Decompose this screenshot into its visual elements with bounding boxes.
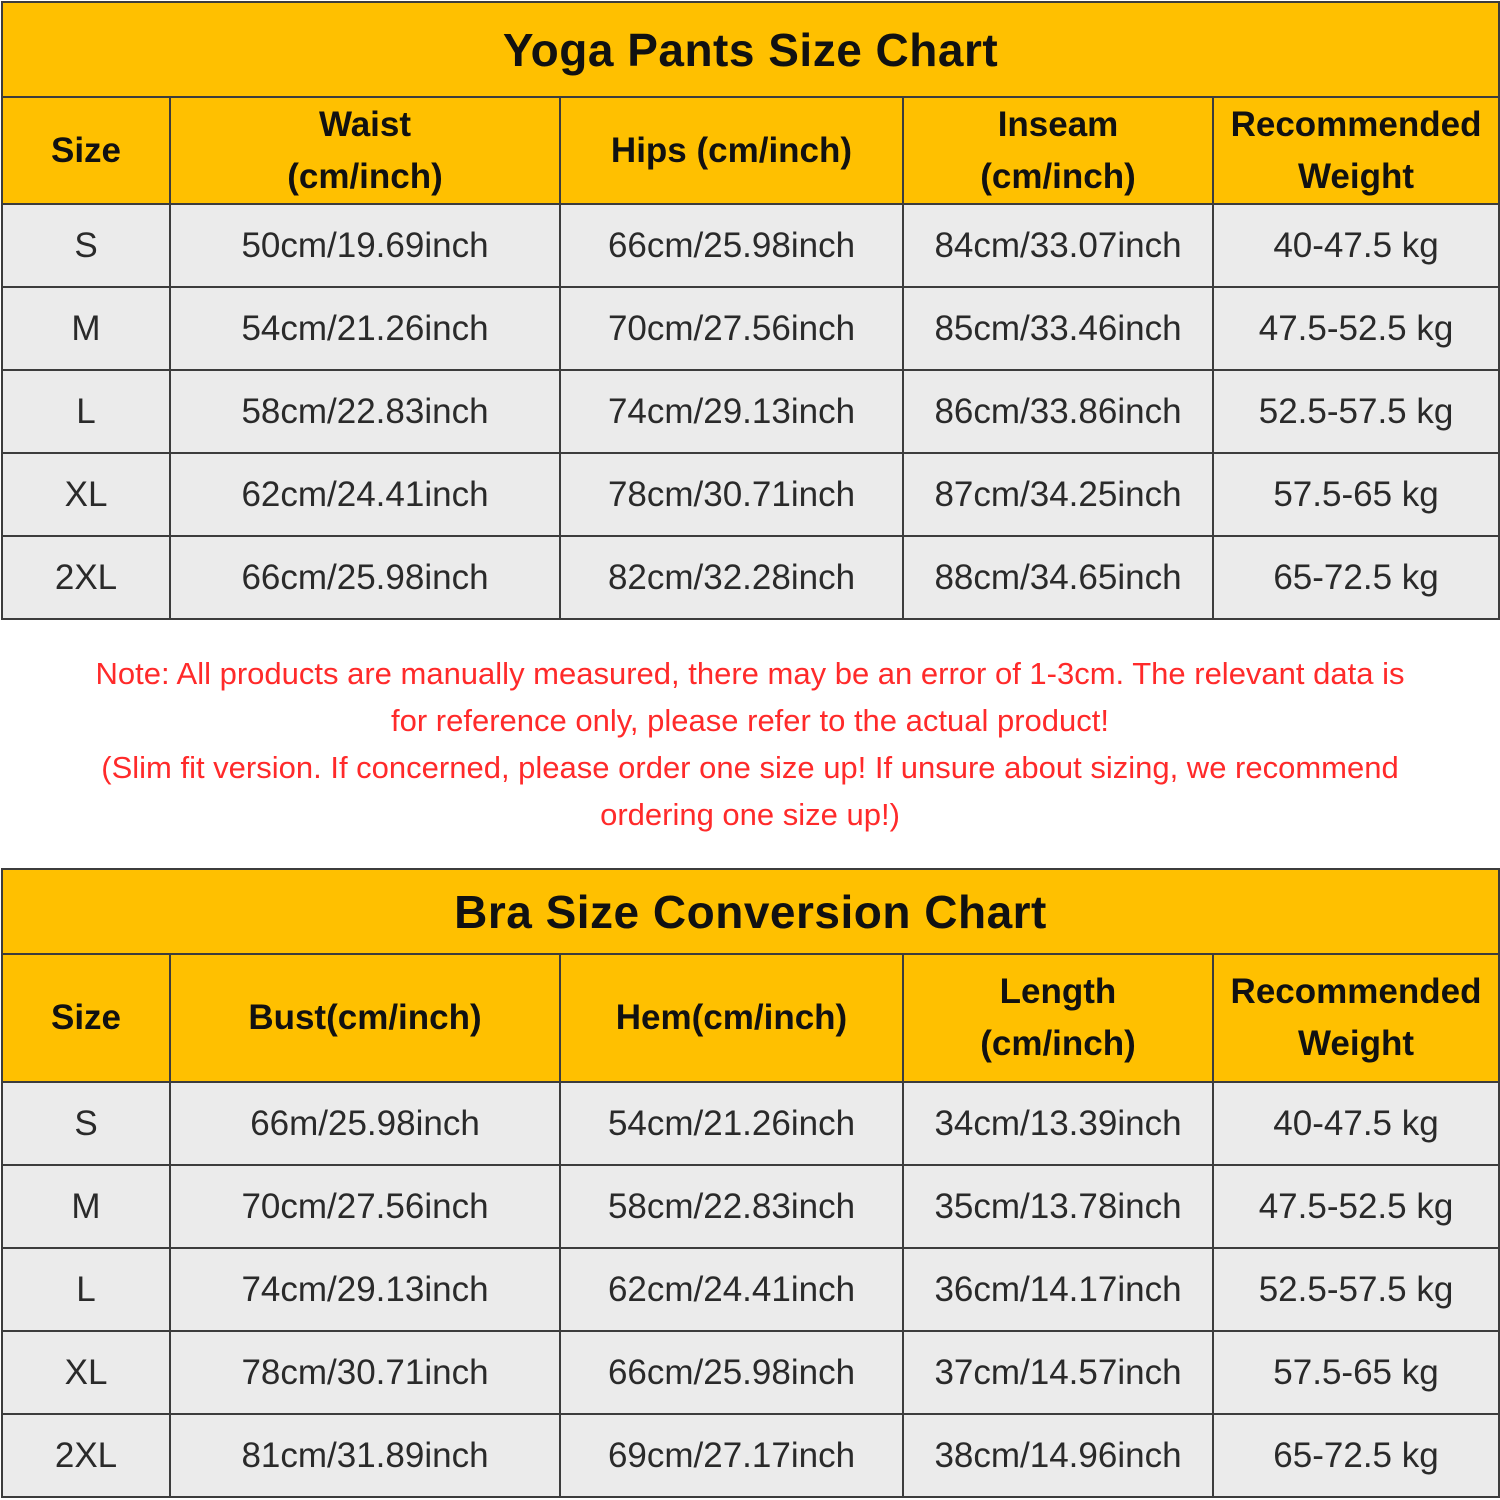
bra-cell-weight: 57.5-65 kg bbox=[1213, 1331, 1499, 1414]
bra-cell-size: XL bbox=[2, 1331, 170, 1414]
bra-cell-size: L bbox=[2, 1248, 170, 1331]
yoga-cell-waist: 54cm/21.26inch bbox=[170, 287, 560, 370]
yoga-pants-size-table bbox=[1, 1, 1500, 620]
bra-table-title: Bra Size Conversion Chart bbox=[2, 869, 1499, 954]
yoga-cell-waist: 66cm/25.98inch bbox=[170, 536, 560, 619]
yoga-cell-size: M bbox=[2, 287, 170, 370]
bra-header-hem: Hem(cm/inch) bbox=[560, 954, 903, 1082]
yoga-header-weight-line1: Recommended bbox=[1230, 104, 1482, 144]
yoga-cell-weight: 65-72.5 kg bbox=[1213, 536, 1499, 619]
yoga-cell-weight: 40-47.5 kg bbox=[1213, 204, 1499, 287]
bra-cell-hem: 54cm/21.26inch bbox=[560, 1082, 903, 1165]
yoga-header-size: Size bbox=[2, 97, 170, 204]
bra-cell-weight: 65-72.5 kg bbox=[1213, 1414, 1499, 1497]
bra-cell-hem: 69cm/27.17inch bbox=[560, 1414, 903, 1497]
bra-cell-length: 37cm/14.57inch bbox=[903, 1331, 1213, 1414]
yoga-header-weight bbox=[1213, 97, 1499, 204]
bra-header-bust: Bust(cm/inch) bbox=[170, 954, 560, 1082]
yoga-cell-hips: 70cm/27.56inch bbox=[560, 287, 903, 370]
yoga-cell-hips: 74cm/29.13inch bbox=[560, 370, 903, 453]
bra-header-length-line2: (cm/inch) bbox=[980, 1024, 1136, 1063]
yoga-cell-weight: 47.5-52.5 kg bbox=[1213, 287, 1499, 370]
table-row bbox=[2, 370, 1499, 453]
bra-cell-size: M bbox=[2, 1165, 170, 1248]
yoga-cell-size: 2XL bbox=[2, 536, 170, 619]
table-row bbox=[2, 1414, 1499, 1497]
yoga-header-inseam-line1: Inseam bbox=[997, 104, 1119, 144]
table-row bbox=[2, 453, 1499, 536]
yoga-cell-waist: 50cm/19.69inch bbox=[170, 204, 560, 287]
table-row bbox=[2, 536, 1499, 619]
yoga-header-weight-line2: Weight bbox=[1298, 156, 1415, 196]
yoga-header-inseam-line2: (cm/inch) bbox=[980, 156, 1136, 196]
yoga-cell-waist: 62cm/24.41inch bbox=[170, 453, 560, 536]
yoga-cell-hips: 82cm/32.28inch bbox=[560, 536, 903, 619]
yoga-cell-size: L bbox=[2, 370, 170, 453]
yoga-cell-waist: 58cm/22.83inch bbox=[170, 370, 560, 453]
table-row bbox=[2, 1248, 1499, 1331]
bra-cell-length: 35cm/13.78inch bbox=[903, 1165, 1213, 1248]
table-row bbox=[2, 287, 1499, 370]
yoga-table-title: Yoga Pants Size Chart bbox=[2, 2, 1499, 97]
bra-cell-hem: 62cm/24.41inch bbox=[560, 1248, 903, 1331]
yoga-header-waist-line1: Waist bbox=[318, 104, 412, 144]
bra-cell-weight: 47.5-52.5 kg bbox=[1213, 1165, 1499, 1248]
yoga-cell-inseam: 84cm/33.07inch bbox=[903, 204, 1213, 287]
bra-header-weight bbox=[1213, 954, 1499, 1082]
bra-cell-length: 38cm/14.96inch bbox=[903, 1414, 1213, 1497]
table-row bbox=[2, 1165, 1499, 1248]
yoga-header-hips: Hips (cm/inch) bbox=[560, 97, 903, 204]
bra-cell-length: 34cm/13.39inch bbox=[903, 1082, 1213, 1165]
bra-cell-bust: 81cm/31.89inch bbox=[170, 1414, 560, 1497]
bra-cell-hem: 66cm/25.98inch bbox=[560, 1331, 903, 1414]
note-line-3: (Slim fit version. If concerned, please order one size up! If unsure about sizing, we recommend bbox=[101, 750, 1399, 785]
yoga-cell-hips: 78cm/30.71inch bbox=[560, 453, 903, 536]
yoga-cell-inseam: 85cm/33.46inch bbox=[903, 287, 1213, 370]
bra-cell-size: 2XL bbox=[2, 1414, 170, 1497]
bra-cell-bust: 78cm/30.71inch bbox=[170, 1331, 560, 1414]
table-row bbox=[2, 1331, 1499, 1414]
bra-header-weight-line2: Weight bbox=[1297, 1024, 1414, 1063]
yoga-header-waist-line2: (cm/inch) bbox=[287, 156, 443, 196]
bra-cell-bust: 66m/25.98inch bbox=[170, 1082, 560, 1165]
yoga-cell-inseam: 88cm/34.65inch bbox=[903, 536, 1213, 619]
yoga-cell-weight: 52.5-57.5 kg bbox=[1213, 370, 1499, 453]
yoga-header-waist bbox=[170, 97, 560, 204]
bra-cell-bust: 70cm/27.56inch bbox=[170, 1165, 560, 1248]
bra-size-table bbox=[1, 868, 1500, 1498]
yoga-cell-inseam: 87cm/34.25inch bbox=[903, 453, 1213, 536]
table-row bbox=[2, 204, 1499, 287]
note-line-2: for reference only, please refer to the actual product! bbox=[391, 703, 1109, 738]
bra-cell-length: 36cm/14.17inch bbox=[903, 1248, 1213, 1331]
bra-cell-bust: 74cm/29.13inch bbox=[170, 1248, 560, 1331]
yoga-header-inseam bbox=[903, 97, 1213, 204]
bra-cell-weight: 40-47.5 kg bbox=[1213, 1082, 1499, 1165]
yoga-cell-inseam: 86cm/33.86inch bbox=[903, 370, 1213, 453]
yoga-cell-size: XL bbox=[2, 453, 170, 536]
bra-header-weight-line1: Recommended bbox=[1230, 972, 1482, 1011]
bra-header-length bbox=[903, 954, 1213, 1082]
table-row bbox=[2, 1082, 1499, 1165]
bra-cell-hem: 58cm/22.83inch bbox=[560, 1165, 903, 1248]
yoga-cell-size: S bbox=[2, 204, 170, 287]
yoga-cell-weight: 57.5-65 kg bbox=[1213, 453, 1499, 536]
bra-cell-size: S bbox=[2, 1082, 170, 1165]
note-line-4: ordering one size up!) bbox=[600, 797, 900, 832]
note-line-1: Note: All products are manually measured, there may be an error of 1-3cm. The relevant data is bbox=[95, 656, 1405, 691]
measurement-note bbox=[0, 650, 1500, 838]
bra-header-size: Size bbox=[2, 954, 170, 1082]
bra-cell-weight: 52.5-57.5 kg bbox=[1213, 1248, 1499, 1331]
yoga-cell-hips: 66cm/25.98inch bbox=[560, 204, 903, 287]
bra-header-length-line1: Length bbox=[999, 972, 1117, 1011]
